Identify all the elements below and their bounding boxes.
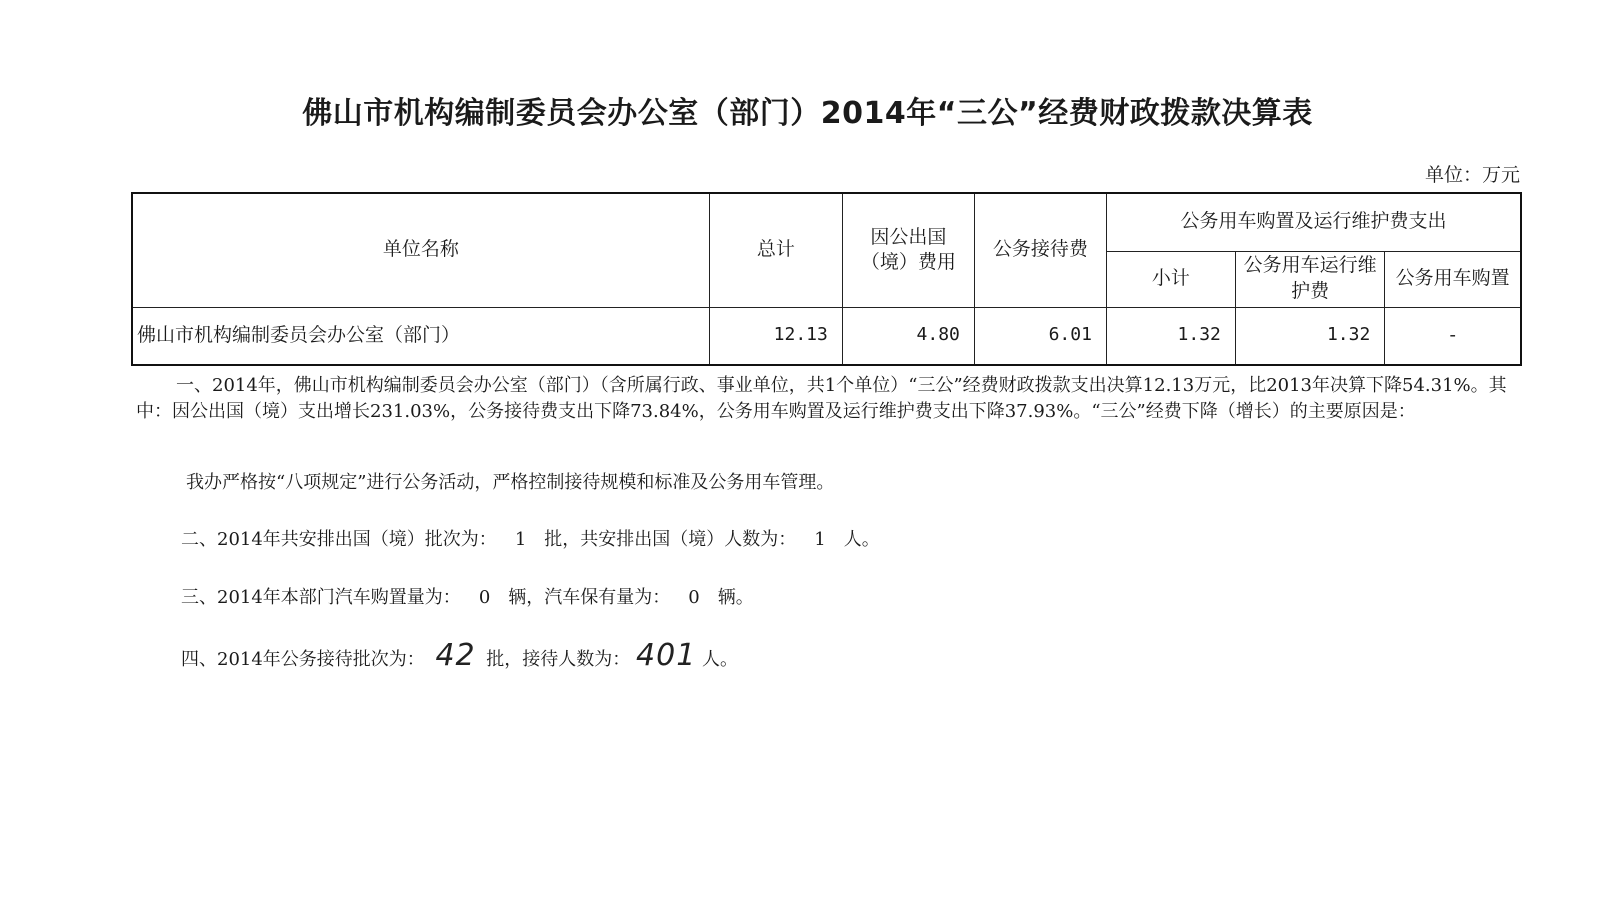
note-paragraph-2 (181, 527, 880, 553)
note-4-batches-handwritten: 42 (435, 638, 476, 673)
note-3-mid: 辆，汽车保有量为： (508, 587, 671, 608)
cell-unit-name: 佛山市机构编制委员会办公室（部门） (132, 307, 709, 365)
note-paragraph-3 (181, 585, 754, 611)
note-4-mid: 批，接待人数为： (486, 649, 631, 670)
cell-vehicle-purchase: - (1385, 307, 1521, 365)
table-header-row (132, 193, 1521, 251)
header-vehicle-purchase: 公务用车购置 (1385, 251, 1521, 307)
unit-label: 单位：万元 (1424, 164, 1520, 186)
note-4-people-handwritten: 401 (636, 638, 697, 673)
header-abroad: 因公出国（境）费用 (842, 193, 974, 307)
note-4-prefix: 四、2014年公务接待批次为： (181, 649, 425, 670)
note-2-prefix: 二、2014年共安排出国（境）批次为： (181, 529, 497, 550)
note-paragraph-4 (181, 638, 739, 673)
cell-vehicle-operation: 1.32 (1235, 307, 1384, 365)
note-paragraph-1: 一、2014年，佛山市机构编制委员会办公室（部门）（含所属行政、事业单位，共1个单位）“三公”经费财政拨款支出决算12.13万元，比2013年决算下降54.31%。其中：因公出国（境）支出增长231.03%，公务接待费支出下降73.84%，公务用车购置及运行维护费支出下降37.93%。“三公”经费下降（增长）的主要原因是： (136, 375, 1507, 422)
note-2-batches: 1 (514, 529, 527, 550)
header-reception: 公务接待费 (974, 193, 1106, 307)
note-3-suffix: 辆。 (717, 587, 754, 608)
cell-reception: 6.01 (974, 307, 1106, 365)
note-4-suffix: 人。 (702, 649, 739, 670)
note-2-suffix: 人。 (843, 529, 880, 550)
cell-abroad: 4.80 (842, 307, 974, 365)
note-3-owned: 0 (688, 587, 700, 608)
note-3-purchased: 0 (478, 587, 491, 608)
note-2-people: 1 (814, 529, 826, 550)
header-vehicle-operation: 公务用车运行维护费 (1235, 251, 1384, 307)
cell-total: 12.13 (709, 307, 842, 365)
cell-subtotal: 1.32 (1106, 307, 1235, 365)
table-row (132, 307, 1521, 365)
note-reason: 我办严格按“八项规定”进行公务活动，严格控制接待规模和标准及公务用车管理。 (186, 472, 835, 493)
header-subtotal: 小计 (1106, 251, 1235, 307)
note-3-prefix: 三、2014年本部门汽车购置量为： (181, 587, 461, 608)
header-vehicle-group: 公务用车购置及运行维护费支出 (1106, 193, 1521, 251)
header-unit-name: 单位名称 (132, 193, 709, 307)
header-total: 总计 (709, 193, 842, 307)
page-title: 佛山市机构编制委员会办公室（部门）2014年“三公”经费财政拨款决算表 (302, 96, 1313, 131)
note-2-mid: 批，共安排出国（境）人数为： (544, 529, 797, 550)
budget-table (131, 192, 1522, 366)
